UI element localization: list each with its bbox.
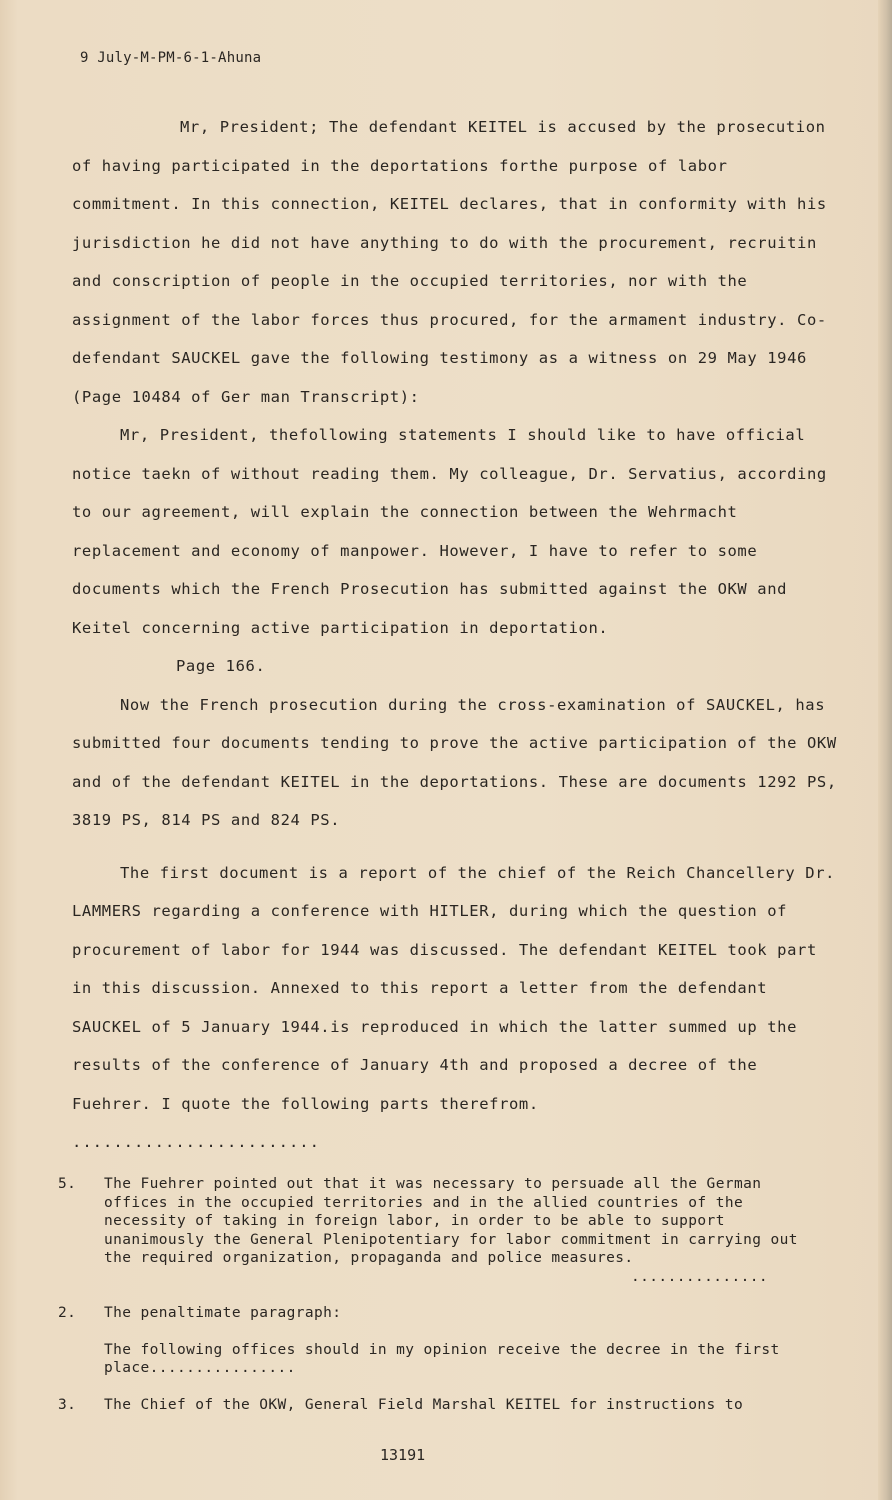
page-number: 13191 [380, 1446, 426, 1464]
item-number: 2. [58, 1305, 77, 1321]
item-number: 3. [58, 1396, 77, 1413]
item-text: The penaltimate paragraph: [104, 1305, 342, 1321]
paragraph-2: Mr, President, thefollowing statements I should like to have official notice taekn of without reading them. My colleague, Dr. Servatius, according to our agreement, will explain the connection between the Wehrmacht replacement and economy of manpower. However, I have to refer to some documents which the French Prosecution has submitted against the OKW and Keitel concerning active participation in deportation. [72, 426, 827, 637]
quoted-excerpt [58, 1175, 798, 1414]
item-text: The following offices should in my opinion receive the decree in the first place................ [104, 1341, 780, 1376]
page-edge [878, 0, 892, 1500]
item-text: The Chief of the OKW, General Field Marshal KEITEL for instructions to [104, 1396, 744, 1413]
page-reference: Page 166. [176, 657, 266, 675]
quote-item [58, 1175, 798, 1268]
paragraph-1: Mr, President; The defendant KEITEL is accused by the prosecution of having participated in the deportations forthe purpose of labor commitment. In this connection, KEITEL declares, that in conformity with his jurisdiction he did not have anything to do with the procurement, recruitin and conscription of people in the occupied territories, nor with the assignment of the labor forces thus procured, for the armament industry. Co-defendant SAUCKEL gave the following testimony as a witness on 29 May 1946 (Page 10484 of Ger man Transcript): [72, 118, 827, 406]
quote-item [58, 1396, 798, 1415]
quote-item [58, 1341, 798, 1378]
body-text [72, 108, 842, 1162]
item-text: The Fuehrer pointed out that it was necessary to persuade all the German offices in the occupied territories and in the allied countries of the necessity of taking in foreign labor, in order to be able to support unanimously the General Plenipotentiary for labor commitment in carrying out the required organization, propaganda and police measures. [104, 1176, 798, 1266]
item-number [58, 1341, 104, 1378]
item-number: 5. [58, 1176, 77, 1192]
ellipsis-line: ........................ [72, 1133, 320, 1151]
document-header: 9 July-M-PM-6-1-Ahuna [80, 50, 262, 66]
ellipsis-line: ............... [631, 1268, 768, 1285]
spacer [72, 840, 842, 854]
paragraph-4: The first document is a report of the chief of the Reich Chancellery Dr. LAMMERS regarding a conference with HITLER, during which the question of procurement of labor for 1944 was discussed. The defendant KEITEL took part in this discussion. Annexed to this report a letter from the defendant SAUCKEL of 5 January 1944.is reproduced in which the latter summed up the results of the conference of January 4th and proposed a decree of the Fuehrer. I quote the following parts therefrom. [72, 863, 836, 1113]
paragraph-3: Now the French prosecution during the cross-examination of SAUCKEL, has submitted four documents tending to prove the active participation of the OKW and of the defendant KEITEL in the deportations. These are documents 1292 PS, 3819 PS, 814 PS and 824 PS. [72, 695, 837, 829]
quote-item [58, 1304, 798, 1323]
